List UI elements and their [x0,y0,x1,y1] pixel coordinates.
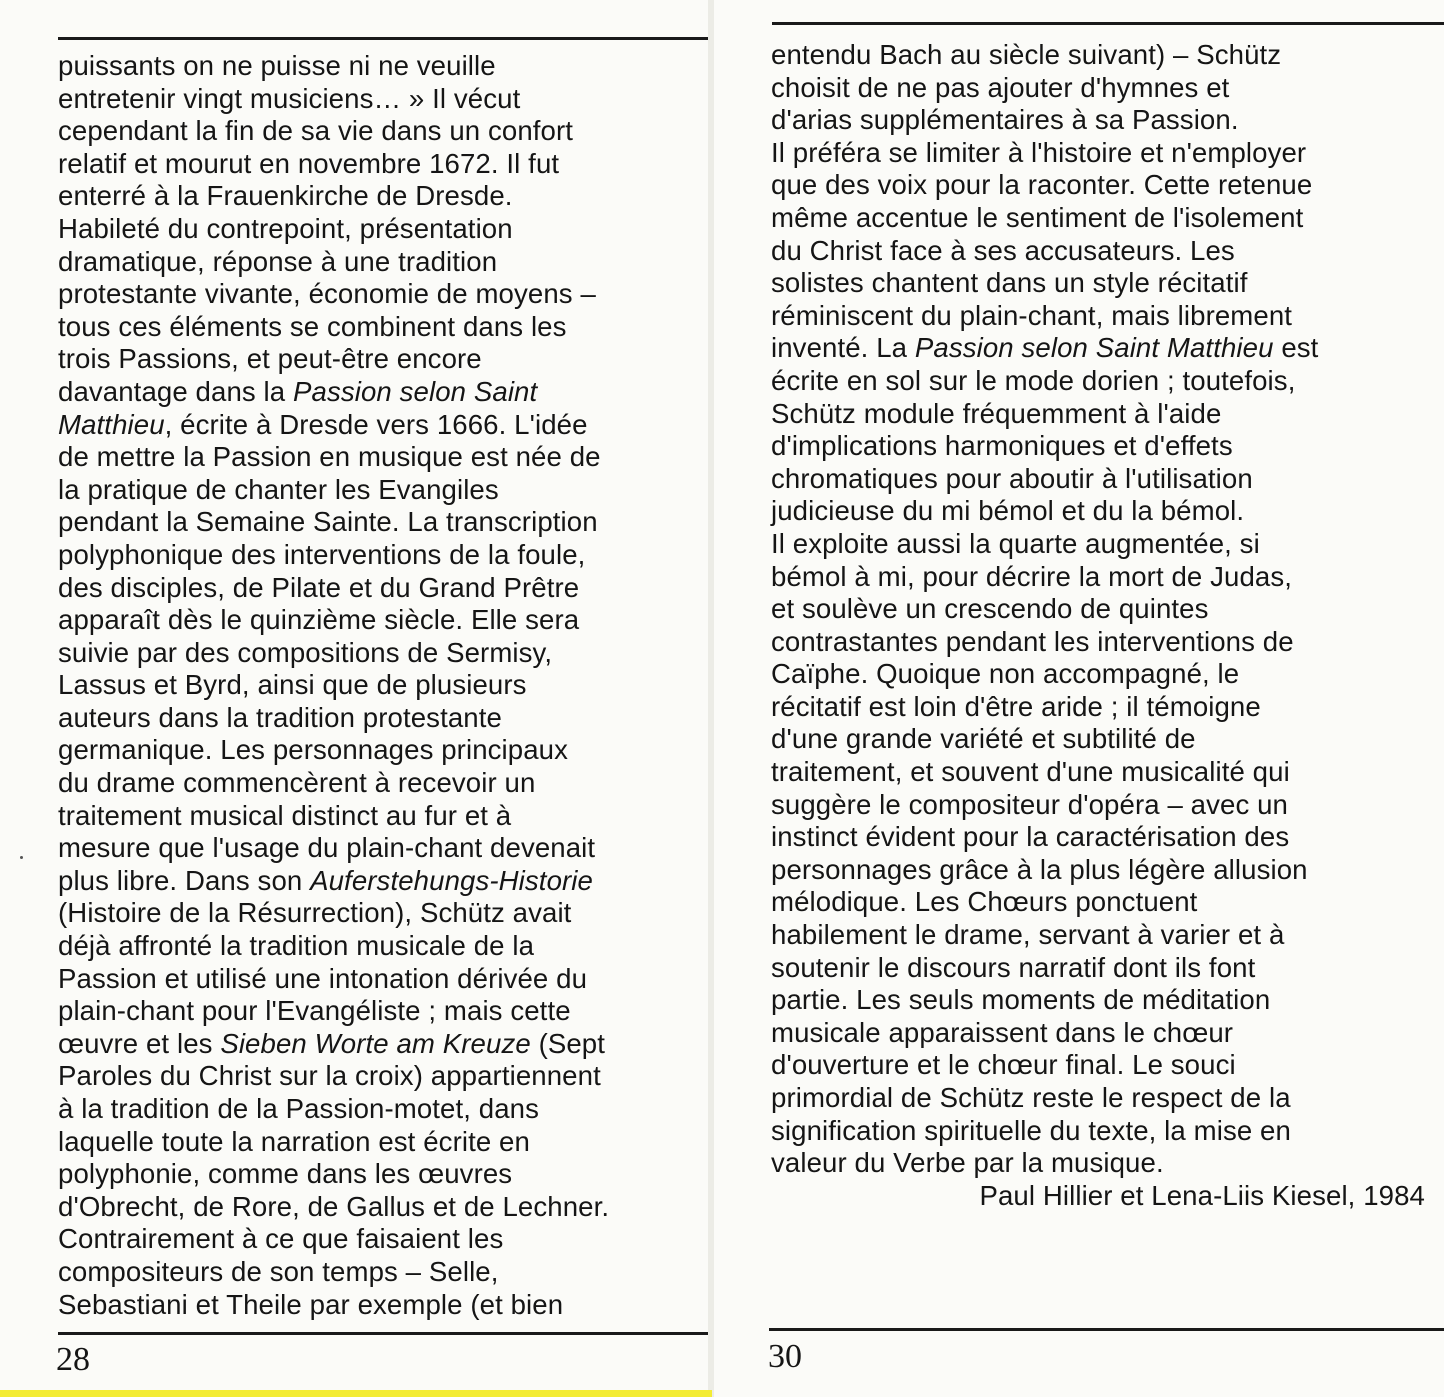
text-line: réminiscent du plain-chant, mais librement [771,299,1293,331]
text-line: du Christ face à ses accusateurs. Les [771,234,1235,266]
text-line: récitatif est loin d'être aride ; il témoigne [771,690,1261,722]
text-line: Lassus et Byrd, ainsi que de plusieurs [58,669,527,701]
text-line: traitement musical distinct au fur et à [58,799,512,831]
text-line: œuvre et les Sieben Worte am Kreuze (Sept [58,1027,606,1059]
text-line: Matthieu, écrite à Dresde vers 1666. L'idée [58,408,588,440]
text-line: Habileté du contrepoint, présentation [58,212,513,244]
text-line: de mettre la Passion en musique est née de [58,441,601,473]
text-line: protestante vivante, économie de moyens – [58,278,596,310]
bottom-rule [769,1328,1444,1331]
text-line: cependant la fin de sa vie dans un confort [58,115,574,147]
text-line: et soulève un crescendo de quintes [771,593,1209,625]
text-line: Sebastiani et Theile par exemple (et bien [58,1288,564,1320]
text-line: bémol à mi, pour décrire la mort de Judas, [771,560,1293,592]
text-line: du drame commencèrent à recevoir un [58,767,536,799]
scan-speck [20,856,23,859]
top-rule [772,22,1444,25]
text-line: polyphonie, comme dans les œuvres [58,1158,513,1190]
yellow-edge-bottom [0,1390,712,1397]
text-line: dramatique, réponse à une tradition [58,245,498,277]
text-line: choisit de ne pas ajouter d'hymnes et [771,71,1230,103]
text-line: plus libre. Dans son Auferstehungs-Historie [58,864,593,896]
text-line: chromatiques pour aboutir à l'utilisation [771,462,1253,494]
text-line: d'une grande variété et subtilité de [771,723,1196,755]
text-line: compositeurs de son temps – Selle, [58,1255,499,1287]
right-body-text [771,39,1437,1212]
text-line: la pratique de chanter les Evangiles [58,473,499,505]
text-line: Il préféra se limiter à l'histoire et n'employer [771,136,1307,168]
text-line: mesure que l'usage du plain-chant devenait [58,832,596,864]
text-line: mélodique. Les Chœurs ponctuent [771,886,1198,918]
text-line: d'implications harmoniques et d'effets [771,430,1233,462]
text-line: écrite en sol sur le mode dorien ; toutefois, [771,364,1296,396]
text-line: suggère le compositeur d'opéra – avec un [771,788,1289,820]
text-line: valeur du Verbe par la musique. [771,1147,1164,1179]
text-line: solistes chantent dans un style récitatif [771,267,1248,299]
page-number-left: 28 [56,1341,90,1378]
text-line: laquelle toute la narration est écrite en [58,1125,530,1157]
text-line: tous ces éléments se combinent dans les [58,310,567,342]
text-line: entretenir vingt musiciens… » Il vécut [58,82,521,114]
text-line: que des voix pour la raconter. Cette retenue [771,169,1313,201]
text-line: soutenir le discours narratif dont ils font [771,951,1256,983]
text-line: apparaît dès le quinzième siècle. Elle sera [58,604,580,636]
text-line: suivie par des compositions de Sermisy, [58,636,553,668]
text-line: partie. Les seuls moments de méditation [771,984,1271,1016]
right-page [714,0,1444,1397]
text-line: plain-chant pour l'Evangéliste ; mais cette [58,995,571,1027]
text-line: Il exploite aussi la quarte augmentée, si [771,527,1260,559]
bottom-rule [58,1332,709,1335]
text-line: instinct évident pour la caractérisation des [771,821,1290,853]
left-body-text [58,50,703,1321]
text-line: déjà affronté la tradition musicale de la [58,930,535,962]
text-line: enterré à la Frauenkirche de Dresde. [58,180,513,212]
text-line: habilement le drame, servant à varier et à [771,919,1285,951]
text-line: personnages grâce à la plus légère allusion [771,853,1308,885]
text-line: d'arias supplémentaires à sa Passion. [771,104,1239,136]
top-rule [58,37,709,40]
author-signature: Paul Hillier et Lena-Liis Kiesel, 1984 [979,1179,1425,1211]
text-line: polyphonique des interventions de la foule, [58,538,586,570]
text-line: judicieuse du mi bémol et du la bémol. [771,495,1245,527]
text-line: d'Obrecht, de Rore, de Gallus et de Lechner. [58,1190,610,1222]
text-line: musicale apparaissent dans le chœur [771,1016,1234,1048]
text-line: inventé. La Passion selon Saint Matthieu est [771,332,1319,364]
text-line: auteurs dans la tradition protestante [58,701,502,733]
text-line: primordial de Schütz reste le respect de la [771,1082,1291,1113]
text-line: (Histoire de la Résurrection), Schütz avait [58,897,572,929]
text-line: traitement, et souvent d'une musicalité qui [771,756,1290,788]
text-line: pendant la Semaine Sainte. La transcription [58,506,598,538]
text-line: Paroles du Christ sur la croix) appartiennent [58,1060,601,1092]
page-number-right: 30 [768,1338,802,1375]
text-line: d'ouverture et le chœur final. Le souci [771,1049,1236,1081]
text-line: signification spirituelle du texte, la mise en [771,1114,1291,1146]
text-line: trois Passions, et peut-être encore [58,343,482,375]
text-line: Contrairement à ce que faisaient les [58,1223,504,1255]
text-line: Schütz module fréquemment à l'aide [771,397,1222,429]
text-line: puissants on ne puisse ni ne veuille [58,50,496,81]
left-page [0,0,708,1397]
text-line: germanique. Les personnages principaux [58,734,569,766]
text-line: entendu Bach au siècle suivant) – Schütz [771,39,1282,70]
text-line: relatif et mourut en novembre 1672. Il fut [58,147,560,179]
text-line: même accentue le sentiment de l'isolement [771,201,1304,233]
text-line: davantage dans la Passion selon Saint [58,375,538,407]
text-line: des disciples, de Pilate et du Grand Prêtre [58,571,580,603]
text-line: à la tradition de la Passion-motet, dans [58,1093,540,1124]
text-line: Caïphe. Quoique non accompagné, le [771,658,1240,690]
text-line: contrastantes pendant les interventions de [771,625,1294,657]
text-line: Passion et utilisé une intonation dérivée du [58,962,588,994]
